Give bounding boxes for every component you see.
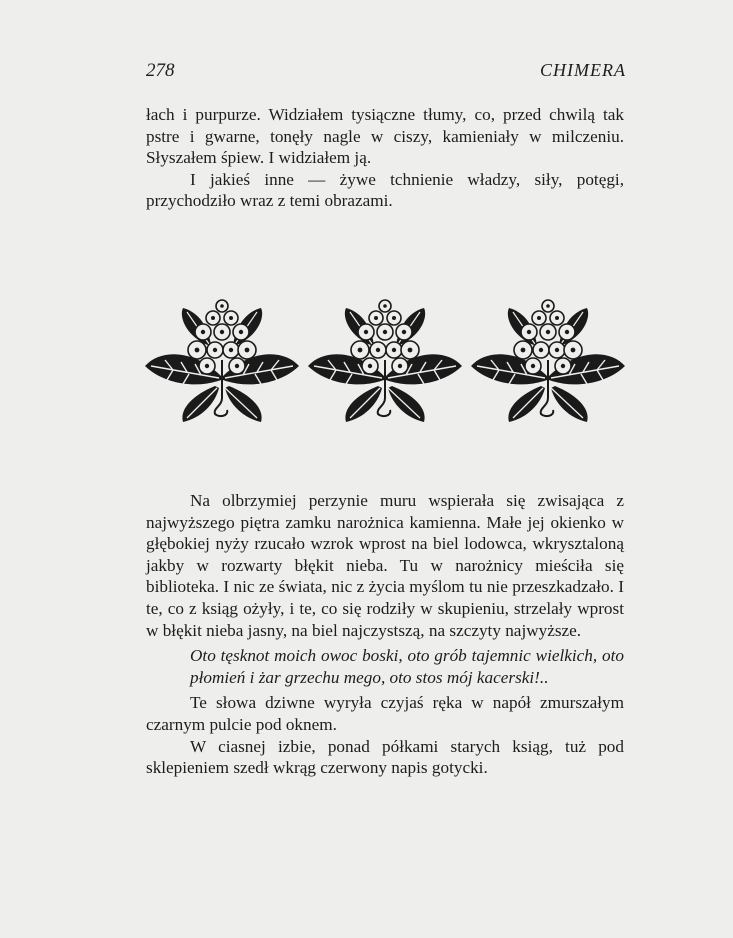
text-block-bottom bbox=[146, 490, 624, 779]
flower-motif-icon bbox=[145, 300, 299, 422]
floral-vignette-icon bbox=[143, 290, 627, 426]
paragraph: Na olbrzymiej perzynie muru wspierała się zwisająca z najwyższego piętra zamku narożnica kamienna. Małe jej okienko w głębokiej nyży rzucało wzrok wprost na biel lodowca, wkrysztaloną jakby w rozwarty błękit nieba. Tu w narożnicy mieściła się biblioteka. I nic ze świata, nic z życia myślom tu nie przeszkadzało. I te, co z ksiąg ożyły, i te, co się rodziły w skupieniu, strzelały wprost w błękit nieba jasny, na biel najczystszą, na szczyty najwyższe. bbox=[146, 491, 624, 640]
flower-motif-icon bbox=[471, 300, 625, 422]
page-number: 278 bbox=[146, 60, 175, 81]
paragraph: łach i purpurze. Widziałem tysiączne tłumy, co, przed chwilą tak pstre i gwarne, tonęły nagle w ciszy, kamieniały w milczeniu. Słyszałem śpiew. I widziałem ją. bbox=[146, 105, 624, 168]
text-block-top bbox=[146, 104, 624, 212]
paragraph: W ciasnej izbie, ponad półkami starych ksiąg, tuż pod sklepieniem szedł wkrąg czerwony napis gotycki. bbox=[146, 736, 624, 778]
paragraph: Te słowa dziwne wyryła czyjaś ręka w napół zmurszałym czarnym pulcie pod oknem. bbox=[146, 693, 624, 734]
italic-quote: Oto tęsknot moich owoc boski, oto grób tajemnic wielkich, oto płomień i żar grzechu mego, oto stos mój kacerski!.. bbox=[190, 646, 624, 687]
paragraph: I jakieś inne — żywe tchnienie władzy, siły, potęgi, przychodziło wraz z temi obrazami. bbox=[146, 169, 624, 211]
running-title: CHIMERA bbox=[540, 60, 626, 80]
page-header bbox=[146, 60, 626, 90]
flower-motif-icon bbox=[308, 300, 462, 422]
